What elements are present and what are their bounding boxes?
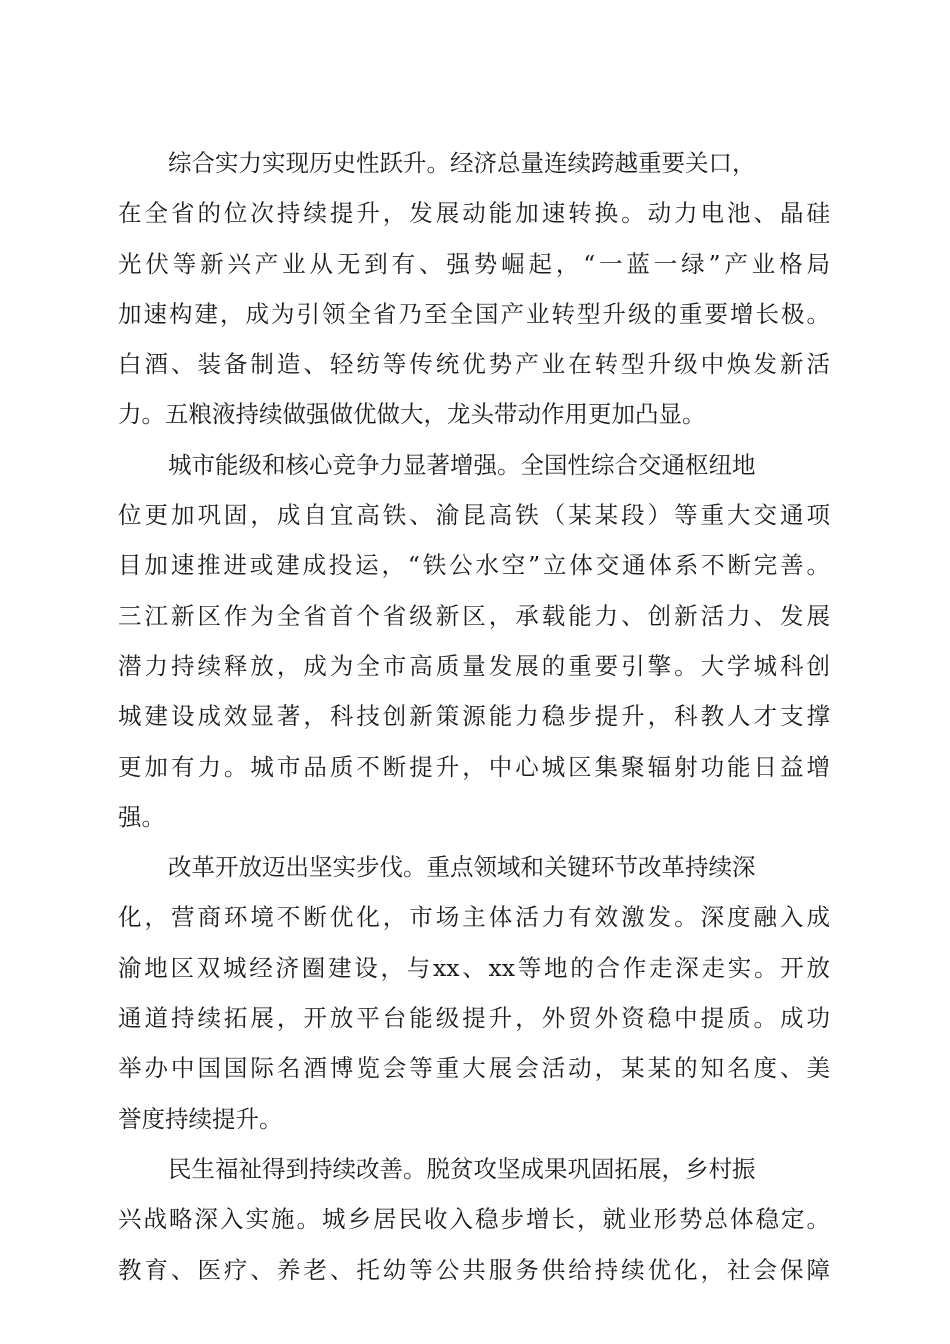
text-line: 化，营商环境不断优化，市场主体活力有效激发。深度融入成 <box>118 903 830 932</box>
paragraph-city <box>118 440 830 842</box>
text-line: 加速构建，成为引领全省乃至全国产业转型升级的重要增长极。 <box>118 299 830 328</box>
text-line: 光伏等新兴产业从无到有、强势崛起，“一蓝一绿”产业格局 <box>118 249 830 278</box>
text-line: 通道持续拓展，开放平台能级提升，外贸外资稳中提质。成功 <box>118 1004 830 1033</box>
text-line: 三江新区作为全省首个省级新区，承载能力、创新活力、发展 <box>118 601 830 630</box>
text-line: 民生福祉得到持续改善。脱贫攻坚成果巩固拓展，乡村振 <box>168 1154 756 1183</box>
text-line: 城市能级和核心竞争力显著增强。全国性综合交通枢纽地 <box>168 450 756 479</box>
text-line: 强。 <box>118 802 165 831</box>
text-line: 目加速推进或建成投运，“铁公水空”立体交通体系不断完善。 <box>118 551 830 580</box>
text-line: 位更加巩固，成自宜高铁、渝昆高铁（某某段）等重大交通项 <box>118 501 830 530</box>
text-line: 综合实力实现历史性跃升。经济总量连续跨越重要关口， <box>168 149 756 177</box>
text-line: 白酒、装备制造、轻纺等传统优势产业在转型升级中焕发新活 <box>118 350 830 379</box>
text-line: 潜力持续释放，成为全市高质量发展的重要引擎。大学城科创 <box>118 651 830 680</box>
paragraph-livelihood <box>118 1144 830 1295</box>
text-line: 改革开放迈出坚实步伐。重点领域和关键环节改革持续深 <box>168 853 756 882</box>
paragraph-reform <box>118 842 830 1144</box>
text-line: 在全省的位次持续提升，发展动能加速转换。动力电池、晶硅 <box>118 199 830 228</box>
text-line: 举办中国国际名酒博览会等重大展会活动，某某的知名度、美 <box>118 1054 830 1083</box>
text-line: 渝地区双城经济圈建设，与xx、xx等地的合作走深走实。开放 <box>118 953 830 982</box>
text-line: 教育、医疗、养老、托幼等公共服务供给持续优化，社会保障 <box>118 1255 830 1284</box>
text-line: 兴战略深入实施。城乡居民收入稳步增长，就业形势总体稳定。 <box>118 1205 830 1234</box>
document-body <box>118 138 830 1295</box>
text-line: 誉度持续提升。 <box>118 1104 283 1133</box>
paragraph-economy <box>118 138 830 440</box>
text-line: 更加有力。城市品质不断提升，中心城区集聚辐射功能日益增 <box>118 752 830 781</box>
text-line: 城建设成效显著，科技创新策源能力稳步提升，科教人才支撑 <box>118 702 830 731</box>
text-line: 力。五粮液持续做强做优做大，龙头带动作用更加凸显。 <box>118 400 706 429</box>
